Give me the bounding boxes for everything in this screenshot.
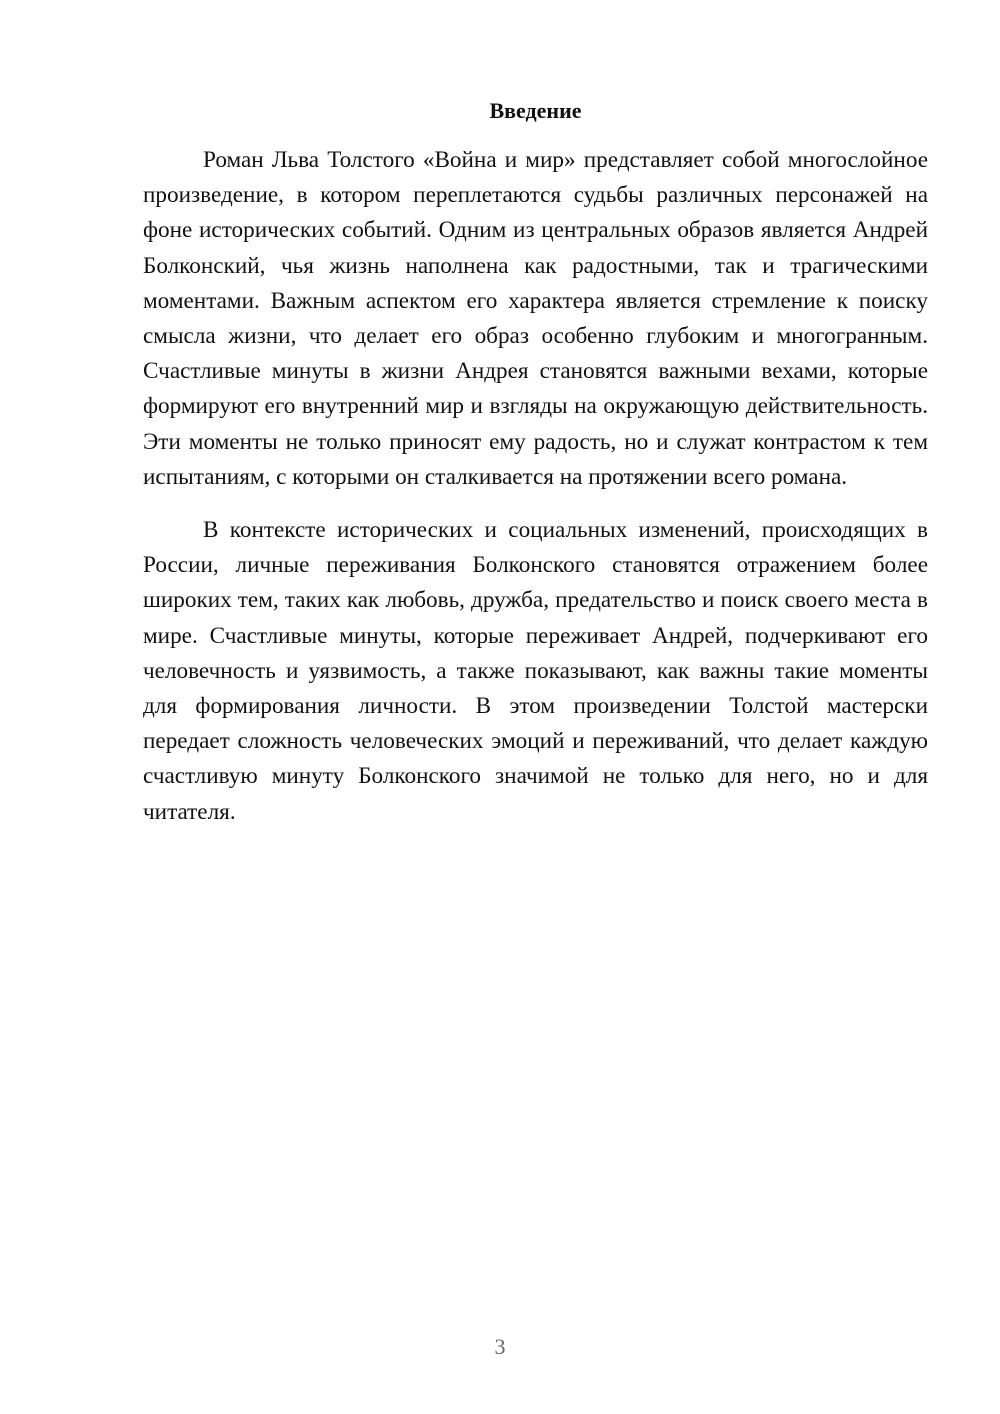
paragraph-2: В контексте исторических и социальных изменений, происходящих в России, личные переживания Болконского становятся отражением более широких тем, таких как любовь, дружба, предательство и поиск своего места в мире. Счастливые минуты, которые переживает Андрей, подчеркивают его человечность и уязвимость, а также показывают, как важны такие моменты для формирования личности. В этом произведении Толстой мастерски передает сложность человеческих эмоций и переживаний, что делает каждую счастливую минуту Болконского значимой не только для него, но и для читателя. xyxy=(143,517,928,825)
page-number: 3 xyxy=(494,1334,506,1359)
page-content xyxy=(143,97,928,830)
paragraph-1: Роман Льва Толстого «Война и мир» представляет собой многослойное произведение, в котором переплетаются судьбы различных персонажей на фоне исторических событий. Одним из центральных образов является Андрей Болконский, чья жизнь наполнена как радостными, так и трагическими моментами. Важным аспектом его характера является стремление к поиску смысла жизни, что делает его образ особенно глубоким и многогранным. Счастливые минуты в жизни Андрея становятся важными вехами, которые формируют его внутренний мир и взгляды на окружающую действительность. Эти моменты не только приносят ему радость, но и служат контрастом к тем испытаниям, с которыми он сталкивается на протяжении всего романа. xyxy=(143,147,928,490)
section-heading: Введение xyxy=(489,98,582,123)
